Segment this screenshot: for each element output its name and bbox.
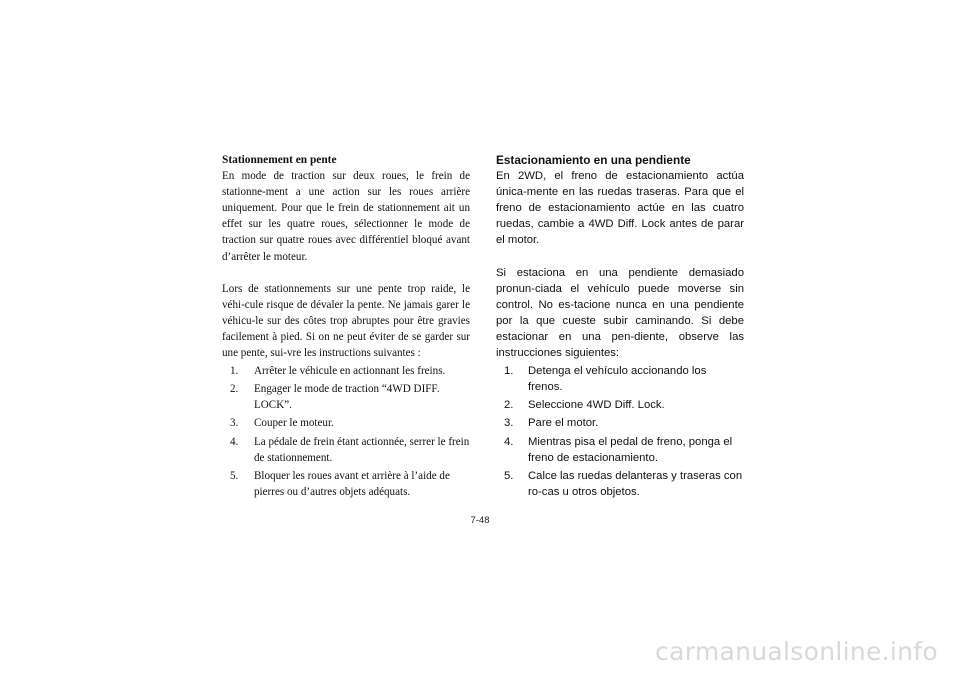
spanish-paragraph-1: En 2WD, el freno de estacionamiento actúa única-mente en las ruedas traseras. Para que el freno de estacionamiento actúe en las cuatro ruedas, cambie a 4WD Diff. Lock antes de parar el motor.	[496, 170, 744, 247]
french-heading: Stationnement en pente	[222, 154, 337, 166]
list-item	[222, 468, 470, 500]
step-number: 4.	[230, 435, 239, 448]
list-item	[222, 434, 470, 466]
step-number: 4.	[504, 435, 514, 448]
step-number: 1.	[504, 365, 514, 378]
french-column	[222, 152, 470, 502]
spanish-steps-list	[496, 363, 744, 500]
paragraph-spacer	[496, 249, 744, 265]
step-number: 3.	[230, 417, 239, 430]
step-number: 3.	[504, 417, 514, 430]
step-text: Pare el motor.	[528, 417, 599, 430]
list-item	[496, 415, 744, 431]
list-item	[496, 434, 744, 466]
watermark-text: carmanualsonline.info	[655, 637, 938, 666]
step-text: La pédale de frein étant actionnée, serrer le frein de stationnement.	[254, 435, 470, 464]
french-paragraph-1: En mode de traction sur deux roues, le frein de stationne-ment a une action sur les roues arrière uniquement. Pour que le frein de stationnement ait un effet sur les quatre roues, sélectionner le mode de traction sur quatre roues avec différentiel bloqué avant d’arrêter le moteur.	[222, 170, 470, 263]
spanish-heading: Estacionamiento en una pendiente	[496, 153, 691, 167]
step-text: Seleccione 4WD Diff. Lock.	[528, 399, 665, 412]
paragraph-spacer	[222, 265, 470, 281]
list-item	[222, 415, 470, 431]
step-text: Mientras pisa el pedal de freno, ponga el freno de estacionamiento.	[528, 435, 733, 464]
step-text: Couper le moteur.	[254, 417, 334, 430]
spanish-column	[496, 152, 744, 502]
step-text: Detenga el vehículo accionando los frenos.	[528, 365, 707, 394]
step-text: Calce las ruedas delanteras y traseras con ro-cas u otros objetos.	[528, 469, 743, 498]
step-number: 5.	[230, 469, 239, 482]
french-steps-list	[222, 363, 470, 500]
spanish-paragraph-2: Si estaciona en una pendiente demasiado pronun-ciada el vehículo puede moverse sin control. No es-tacione nunca en una pendiente por la que cueste subir caminando. Si debe estacionar en una pen-diente, observe las instrucciones siguientes:	[496, 266, 744, 360]
step-number: 2.	[230, 383, 239, 396]
list-item	[222, 381, 470, 413]
step-text: Bloquer les roues avant et arrière à l’aide de pierres ou d’autres objets adéquats.	[254, 469, 450, 498]
list-item	[496, 468, 744, 500]
french-paragraph-2: Lors de stationnements sur une pente trop raide, le véhi-cule risque de dévaler la pente. Ne jamais garer le véhicu-le sur des côtes trop abruptes pour être gravies facilement à pied. Si on ne peut éviter de se garder sur une pente, sui-vre les instructions suivantes :	[222, 282, 470, 360]
list-item	[496, 397, 744, 413]
list-item	[496, 363, 744, 395]
step-number: 1.	[230, 365, 239, 378]
step-number: 5.	[504, 469, 514, 482]
step-text: Engager le mode de traction “4WD DIFF. LOCK”.	[254, 383, 440, 412]
page-number: 7-48	[470, 515, 490, 526]
step-text: Arrêter le véhicule en actionnant les freins.	[254, 365, 446, 378]
step-number: 2.	[504, 399, 514, 412]
list-item	[222, 363, 470, 379]
